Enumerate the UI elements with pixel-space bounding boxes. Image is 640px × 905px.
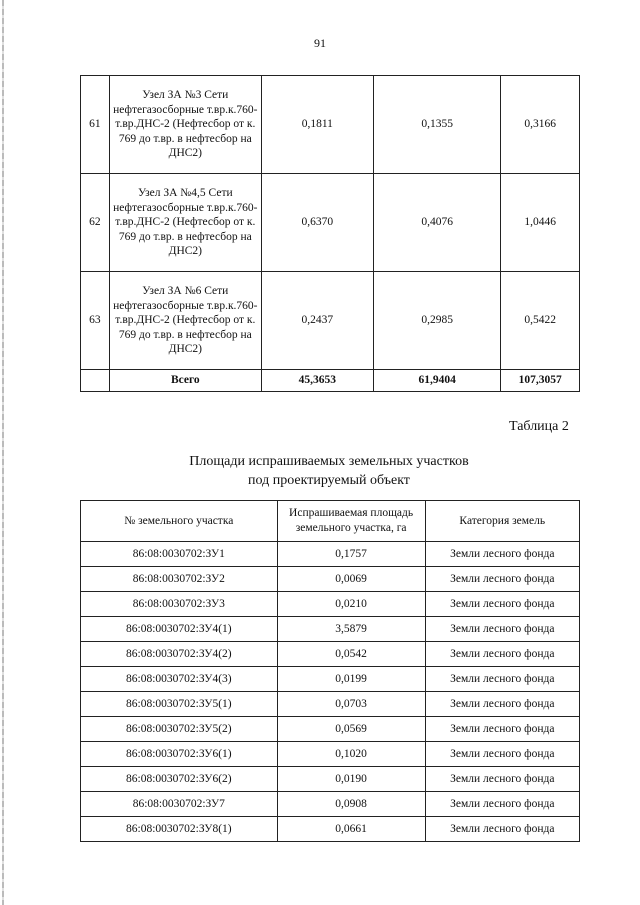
table2-body — [81, 542, 580, 842]
land-category: Земли лесного фонда — [425, 642, 579, 667]
table-row — [81, 174, 580, 272]
requested-area: 0,1757 — [277, 542, 425, 567]
table-row — [81, 817, 580, 842]
table-row — [81, 717, 580, 742]
total-empty-cell — [81, 370, 110, 392]
total-row — [81, 370, 580, 392]
header-land-category: Категория земель — [425, 501, 579, 542]
land-category: Земли лесного фонда — [425, 542, 579, 567]
table-row — [81, 692, 580, 717]
plot-number: 86:08:0030702:ЗУ5(1) — [81, 692, 278, 717]
plot-number: 86:08:0030702:ЗУ5(2) — [81, 717, 278, 742]
land-category: Земли лесного фонда — [425, 592, 579, 617]
land-area-table-continued — [80, 75, 580, 392]
plot-number: 86:08:0030702:ЗУ7 — [81, 792, 278, 817]
value-3: 0,5422 — [501, 272, 580, 370]
header-plot-number: № земельного участка — [81, 501, 278, 542]
requested-area: 0,1020 — [277, 742, 425, 767]
land-category: Земли лесного фонда — [425, 817, 579, 842]
table-row — [81, 542, 580, 567]
plot-number: 86:08:0030702:ЗУ4(2) — [81, 642, 278, 667]
value-2: 0,2985 — [373, 272, 501, 370]
page-number: 91 — [314, 36, 326, 50]
requested-area: 0,0199 — [277, 667, 425, 692]
plot-number: 86:08:0030702:ЗУ4(3) — [81, 667, 278, 692]
requested-area: 0,0210 — [277, 592, 425, 617]
requested-area: 0,0542 — [277, 642, 425, 667]
table-row — [81, 567, 580, 592]
plot-number: 86:08:0030702:ЗУ6(1) — [81, 742, 278, 767]
table-title-line2: под проектируемый объект — [248, 473, 410, 488]
table-title — [0, 452, 640, 490]
total-value-1: 45,3653 — [261, 370, 373, 392]
plot-number: 86:08:0030702:ЗУ1 — [81, 542, 278, 567]
table-row — [81, 272, 580, 370]
value-1: 0,6370 — [261, 174, 373, 272]
row-number: 62 — [81, 174, 110, 272]
header-requested-area: Испрашиваемая площадь земельного участка, га — [277, 501, 425, 542]
total-value-2: 61,9404 — [373, 370, 501, 392]
table2-header-row — [81, 501, 580, 542]
table-row — [81, 792, 580, 817]
land-plots-table — [80, 500, 580, 842]
requested-area: 3,5879 — [277, 617, 425, 642]
plot-number: 86:08:0030702:ЗУ3 — [81, 592, 278, 617]
value-1: 0,2437 — [261, 272, 373, 370]
table-row — [81, 617, 580, 642]
land-category: Земли лесного фонда — [425, 617, 579, 642]
land-category: Земли лесного фонда — [425, 767, 579, 792]
requested-area: 0,0703 — [277, 692, 425, 717]
plot-number: 86:08:0030702:ЗУ2 — [81, 567, 278, 592]
requested-area: 0,0908 — [277, 792, 425, 817]
plot-number: 86:08:0030702:ЗУ4(1) — [81, 617, 278, 642]
total-label: Всего — [109, 370, 261, 392]
table-row — [81, 76, 580, 174]
table1-body — [81, 76, 580, 392]
land-category: Земли лесного фонда — [425, 692, 579, 717]
row-number: 61 — [81, 76, 110, 174]
table-title-line1: Площади испрашиваемых земельных участков — [189, 454, 469, 469]
total-value-3: 107,3057 — [501, 370, 580, 392]
requested-area: 0,0069 — [277, 567, 425, 592]
table-row — [81, 642, 580, 667]
land-category: Земли лесного фонда — [425, 667, 579, 692]
value-3: 1,0446 — [501, 174, 580, 272]
value-1: 0,1811 — [261, 76, 373, 174]
land-category: Земли лесного фонда — [425, 567, 579, 592]
object-name: Узел ЗА №4,5 Сети нефтегазосборные т.вр.к.760-т.вр.ДНС-2 (Нефтесбор от к. 769 до т.вр. в нефтесбор на ДНС2) — [109, 174, 261, 272]
land-category: Земли лесного фонда — [425, 792, 579, 817]
table-row — [81, 592, 580, 617]
table2-header — [81, 501, 580, 542]
object-name: Узел ЗА №3 Сети нефтегазосборные т.вр.к.760-т.вр.ДНС-2 (Нефтесбор от к. 769 до т.вр. в нефтесбор на ДНС2) — [109, 76, 261, 174]
table-row — [81, 667, 580, 692]
requested-area: 0,0190 — [277, 767, 425, 792]
requested-area: 0,0569 — [277, 717, 425, 742]
land-category: Земли лесного фонда — [425, 717, 579, 742]
requested-area: 0,0661 — [277, 817, 425, 842]
table-label: Таблица 2 — [509, 419, 569, 434]
table-row — [81, 767, 580, 792]
plot-number: 86:08:0030702:ЗУ6(2) — [81, 767, 278, 792]
plot-number: 86:08:0030702:ЗУ8(1) — [81, 817, 278, 842]
value-2: 0,4076 — [373, 174, 501, 272]
table-row — [81, 742, 580, 767]
value-2: 0,1355 — [373, 76, 501, 174]
land-category: Земли лесного фонда — [425, 742, 579, 767]
row-number: 63 — [81, 272, 110, 370]
value-3: 0,3166 — [501, 76, 580, 174]
object-name: Узел ЗА №6 Сети нефтегазосборные т.вр.к.760-т.вр.ДНС-2 (Нефтесбор от к. 769 до т.вр. в нефтесбор на ДНС2) — [109, 272, 261, 370]
